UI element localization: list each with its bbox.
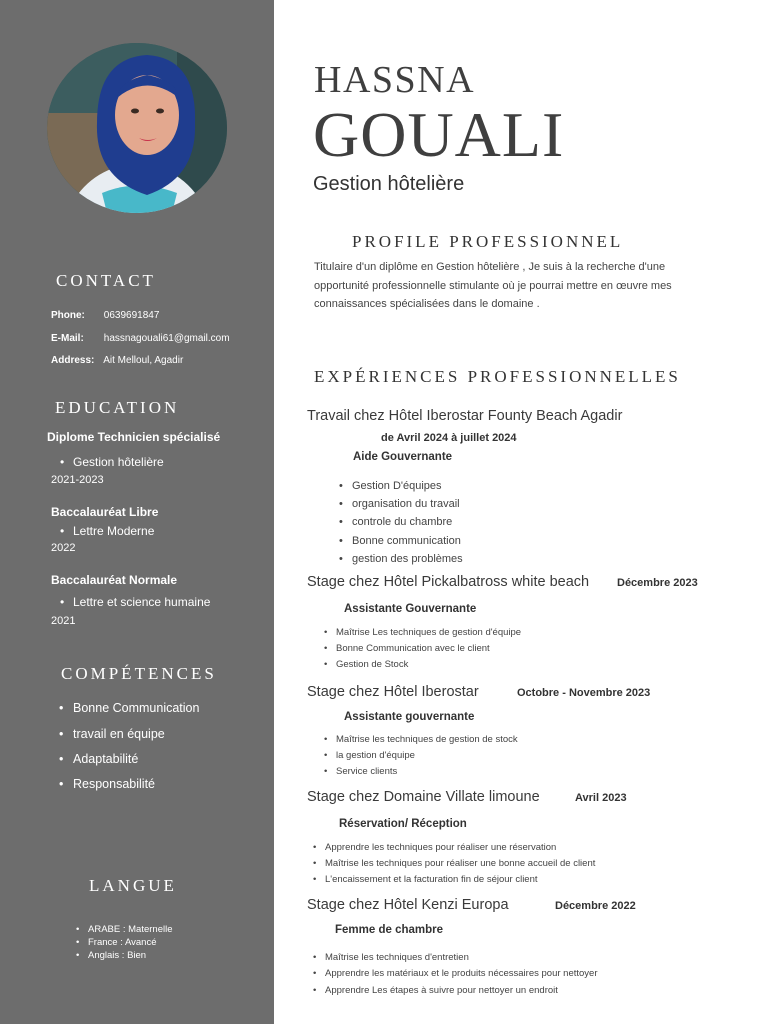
experience-task: • Gestion D'équipes: [352, 480, 442, 492]
education-title: Baccalauréat Libre: [51, 505, 159, 519]
experience-task: • la gestion d'équipe: [336, 750, 415, 761]
experience-date: Décembre 2022: [555, 900, 636, 912]
experience-task: • Maîtrise les techniques pour réaliser une bonne accueil de client: [325, 858, 595, 869]
experience-task: • gestion des problèmes: [352, 553, 463, 565]
experience-task: • Maîtrise les techniques de gestion de stock: [336, 734, 518, 745]
skill-item: • Responsabilité: [73, 777, 155, 791]
skills-heading: COMPÉTENCES: [61, 664, 217, 683]
language-item: • France : Avancé: [88, 937, 156, 948]
contact-address: [51, 355, 183, 366]
experience-role: Réservation/ Réception: [339, 818, 467, 830]
experience-task: • Maîtrise Les techniques de gestion d'équipe: [336, 627, 521, 638]
experience-title: Travail chez Hôtel Iberostar Founty Beach Agadir: [307, 408, 623, 424]
experience-task: • Gestion de Stock: [336, 659, 408, 670]
education-detail: • Gestion hôtelière: [73, 455, 164, 469]
education-detail: • Lettre Moderne: [73, 524, 154, 538]
experience-heading: EXPÉRIENCES PROFESSIONNELLES: [314, 367, 681, 386]
experience-task: • Bonne Communication avec le client: [336, 643, 490, 654]
experience-date: Avril 2023: [575, 792, 627, 804]
experience-task: • Apprendre les matériaux et le produits nécessaires pour nettoyer: [325, 968, 597, 979]
experience-title: Stage chez Hôtel Kenzi Europa: [307, 897, 509, 913]
skill-item: • Adaptabilité: [73, 752, 138, 766]
address-value: Ait Melloul, Agadir: [103, 355, 184, 366]
experience-role: Aide Gouvernante: [353, 451, 453, 463]
education-detail: • Lettre et science humaine: [73, 595, 210, 609]
experience-task: • controle du chambre: [352, 516, 452, 528]
education-years: 2021: [51, 615, 76, 627]
experience-date: Octobre - Novembre 2023: [517, 687, 651, 699]
phone-value[interactable]: 0639691847: [103, 310, 160, 321]
language-heading: LANGUE: [89, 876, 177, 895]
profile-photo-illustration: [47, 43, 227, 213]
phone-label: Phone:: [51, 310, 85, 321]
education-title: Diplome Technicien spécialisé: [47, 430, 221, 444]
profile-heading: PROFILE PROFESSIONNEL: [352, 232, 624, 251]
sidebar: [0, 0, 274, 1024]
education-years: 2021-2023: [51, 474, 104, 486]
profile-text: Titulaire d'un diplôme en Gestion hôtelière , Je suis à la recherche d'une opportunité professionnelle stimulante où je pourrai mettre en œuvre mes connaissances spécialisées dans le domaine .: [314, 261, 672, 310]
job-title: Gestion hôtelière: [313, 173, 465, 195]
skill-item: • Bonne Communication: [73, 701, 199, 715]
last-name: GOUALI: [313, 99, 565, 170]
contact-heading: CONTACT: [56, 271, 156, 290]
skill-item: • travail en équipe: [73, 727, 165, 741]
experience-task: • Maîtrise les techniques d'entretien: [325, 952, 469, 963]
experience-task: • organisation du travail: [352, 498, 460, 510]
experience-task: • Apprendre Les étapes à suivre pour nettoyer un endroit: [325, 985, 558, 996]
experience-task: • Bonne communication: [352, 535, 461, 547]
language-item: • Anglais : Bien: [88, 950, 146, 961]
experience-task: • L'encaissement et la facturation fin de séjour client: [325, 874, 538, 885]
first-name: HASSNA: [314, 59, 476, 101]
education-title: Baccalauréat Normale: [51, 573, 178, 587]
profile-photo: [47, 43, 227, 213]
contact-email: [51, 333, 230, 344]
education-heading: EDUCATION: [55, 398, 180, 417]
experience-task: • Service clients: [336, 766, 397, 777]
experience-date: de Avril 2024 à juillet 2024: [381, 432, 517, 444]
experience-role: Assistante gouvernante: [344, 711, 475, 723]
experience-role: Assistante Gouvernante: [344, 603, 477, 615]
experience-title: Stage chez Hôtel Iberostar: [307, 684, 479, 700]
experience-title: Stage chez Hôtel Pickalbatross white beach: [307, 574, 590, 590]
experience-date: Décembre 2023: [617, 577, 698, 589]
language-item: • ARABE : Maternelle: [88, 924, 172, 935]
email-label: E-Mail:: [51, 333, 84, 344]
experience-title: Stage chez Domaine Villate limoune: [307, 789, 540, 805]
address-label: Address:: [51, 355, 95, 366]
experience-task: • Apprendre les techniques pour réaliser une réservation: [325, 842, 556, 853]
education-years: 2022: [51, 542, 76, 554]
email-value[interactable]: hassnagouali61@gmail.com: [103, 333, 230, 344]
experience-role: Femme de chambre: [335, 924, 444, 936]
contact-phone: [51, 310, 159, 321]
